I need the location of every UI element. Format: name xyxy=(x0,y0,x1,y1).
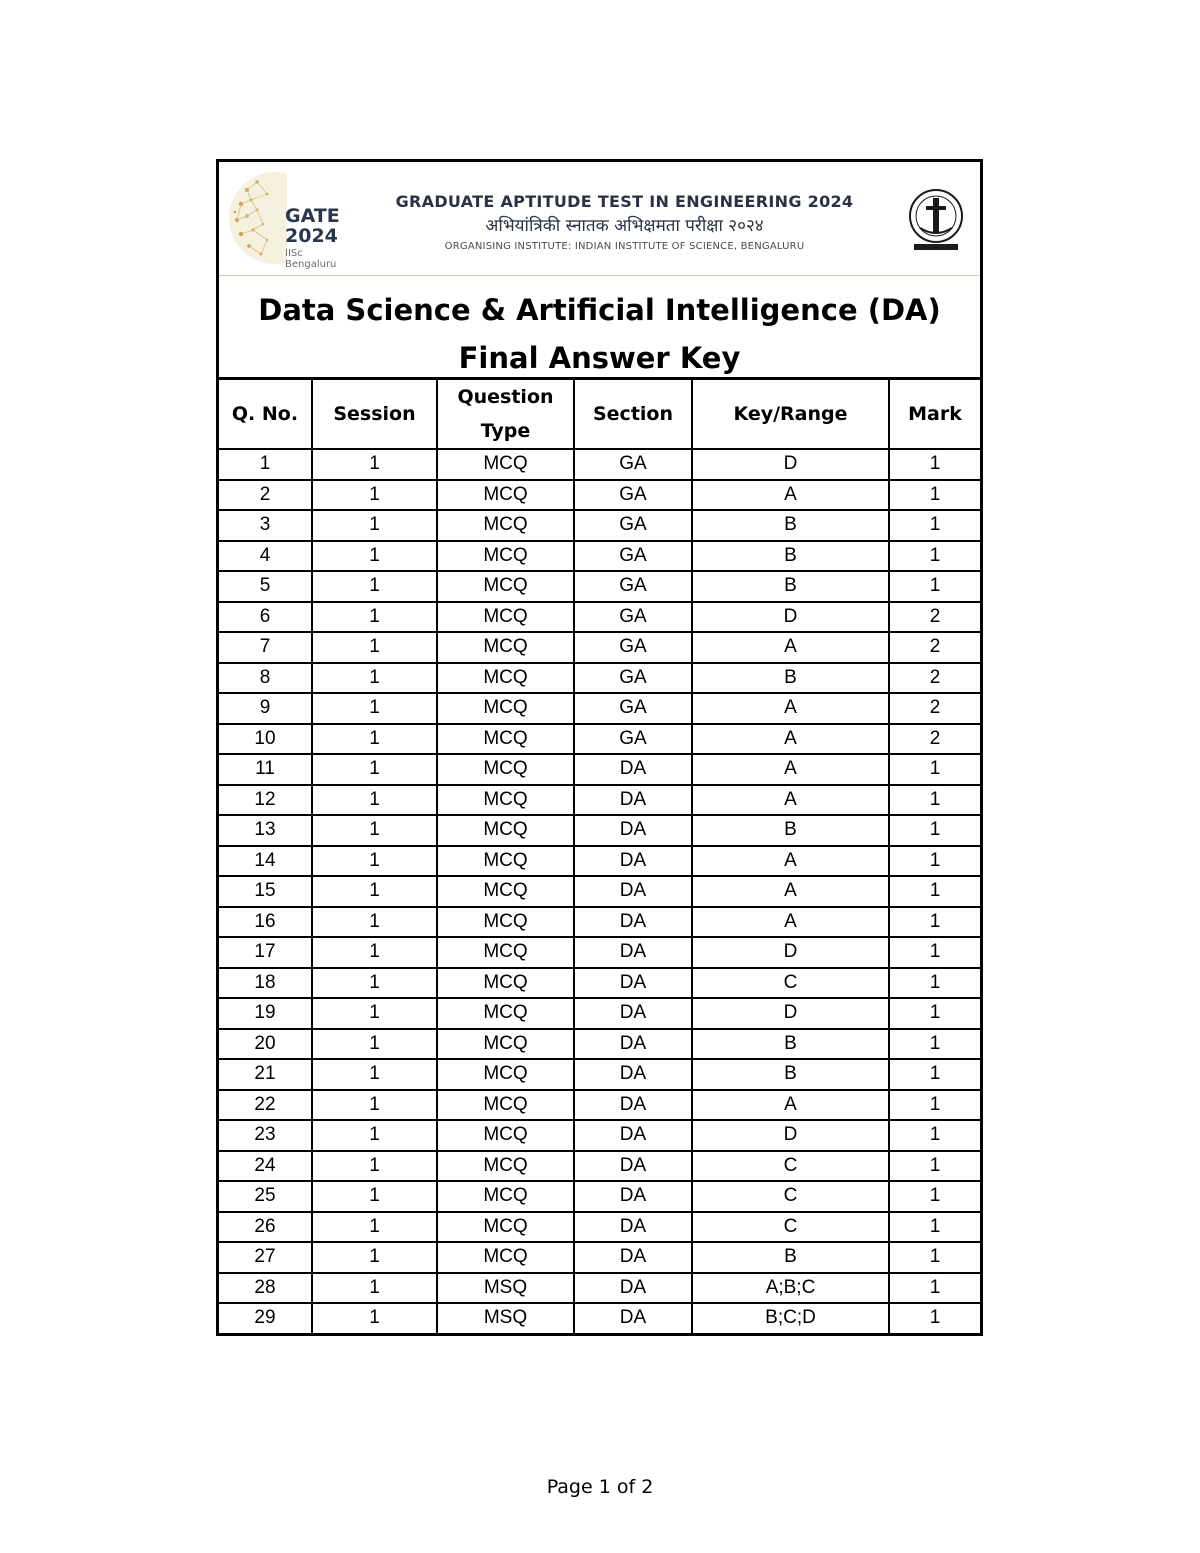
cell-qno: 19 xyxy=(219,998,312,1029)
cell-session: 1 xyxy=(312,876,437,907)
cell-section: GA xyxy=(574,602,692,633)
cell-section: DA xyxy=(574,1242,692,1273)
cell-section: GA xyxy=(574,571,692,602)
cell-key-range: D xyxy=(692,602,889,633)
cell-mark: 1 xyxy=(889,1090,980,1121)
cell-question-type: MCQ xyxy=(437,663,574,694)
table-row xyxy=(219,724,980,755)
cell-session: 1 xyxy=(312,602,437,633)
cell-question-type: MCQ xyxy=(437,480,574,511)
cell-section: DA xyxy=(574,846,692,877)
table-row xyxy=(219,907,980,938)
gate-logo xyxy=(227,170,357,270)
cell-key-range: D xyxy=(692,1120,889,1151)
cell-question-type: MCQ xyxy=(437,815,574,846)
header-mark: Mark xyxy=(889,380,980,449)
cell-session: 1 xyxy=(312,632,437,663)
cell-mark: 2 xyxy=(889,724,980,755)
cell-question-type: MCQ xyxy=(437,1181,574,1212)
cell-mark: 1 xyxy=(889,1242,980,1273)
table-row xyxy=(219,846,980,877)
cell-session: 1 xyxy=(312,937,437,968)
cell-qno: 7 xyxy=(219,632,312,663)
table-row xyxy=(219,1273,980,1304)
cell-key-range: A xyxy=(692,693,889,724)
answer-rows xyxy=(219,449,980,1333)
table-row xyxy=(219,1120,980,1151)
cell-question-type: MCQ xyxy=(437,541,574,572)
cell-qno: 4 xyxy=(219,541,312,572)
cell-mark: 1 xyxy=(889,907,980,938)
header-session: Session xyxy=(312,380,437,449)
cell-qno: 26 xyxy=(219,1212,312,1243)
table-row xyxy=(219,1059,980,1090)
cell-key-range: A xyxy=(692,754,889,785)
cell-qno: 21 xyxy=(219,1059,312,1090)
iisc-emblem xyxy=(900,182,972,254)
organising-institute: ORGANISING INSTITUTE: INDIAN INSTITUTE OF SCIENCE, BENGALURU xyxy=(444,241,805,252)
cell-question-type: MCQ xyxy=(437,907,574,938)
cell-session: 1 xyxy=(312,1212,437,1243)
cell-qno: 1 xyxy=(219,449,312,480)
cell-mark: 2 xyxy=(889,632,980,663)
cell-question-type: MCQ xyxy=(437,1242,574,1273)
cell-key-range: A xyxy=(692,907,889,938)
cell-question-type: MCQ xyxy=(437,846,574,877)
cell-key-range: D xyxy=(692,449,889,480)
subject-title: Data Science & Artificial Intelligence (DA) xyxy=(258,293,941,327)
cell-mark: 1 xyxy=(889,1181,980,1212)
cell-question-type: MCQ xyxy=(437,724,574,755)
cell-qno: 3 xyxy=(219,510,312,541)
cell-question-type: MCQ xyxy=(437,1090,574,1121)
cell-session: 1 xyxy=(312,1151,437,1182)
cell-session: 1 xyxy=(312,1090,437,1121)
iisc-emblem-icon xyxy=(900,182,972,254)
cell-session: 1 xyxy=(312,510,437,541)
cell-session: 1 xyxy=(312,968,437,999)
cell-question-type: MCQ xyxy=(437,1212,574,1243)
cell-question-type: MCQ xyxy=(437,693,574,724)
cell-question-type: MCQ xyxy=(437,1029,574,1060)
cell-qno: 29 xyxy=(219,1303,312,1333)
cell-section: DA xyxy=(574,1273,692,1304)
cell-key-range: B xyxy=(692,1029,889,1060)
cell-key-range: A xyxy=(692,724,889,755)
cell-question-type: MCQ xyxy=(437,602,574,633)
cell-mark: 1 xyxy=(889,541,980,572)
cell-session: 1 xyxy=(312,785,437,816)
cell-mark: 1 xyxy=(889,1059,980,1090)
cell-session: 1 xyxy=(312,1181,437,1212)
cell-session: 1 xyxy=(312,449,437,480)
cell-section: DA xyxy=(574,998,692,1029)
cell-qno: 13 xyxy=(219,815,312,846)
cell-key-range: A xyxy=(692,1090,889,1121)
cell-qno: 25 xyxy=(219,1181,312,1212)
cell-key-range: C xyxy=(692,1151,889,1182)
table-row xyxy=(219,1090,980,1121)
cell-key-range: B xyxy=(692,510,889,541)
cell-question-type: MSQ xyxy=(437,1273,574,1304)
cell-session: 1 xyxy=(312,663,437,694)
answer-key-table xyxy=(219,380,980,1333)
cell-session: 1 xyxy=(312,846,437,877)
cell-key-range: B xyxy=(692,815,889,846)
table-header-row xyxy=(219,380,980,449)
table-row xyxy=(219,602,980,633)
cell-section: DA xyxy=(574,785,692,816)
cell-key-range: C xyxy=(692,1181,889,1212)
cell-mark: 1 xyxy=(889,754,980,785)
cell-mark: 1 xyxy=(889,510,980,541)
cell-question-type: MCQ xyxy=(437,1151,574,1182)
header-question-type: Question Type xyxy=(437,380,574,449)
cell-question-type: MCQ xyxy=(437,571,574,602)
cell-qno: 10 xyxy=(219,724,312,755)
cell-key-range: D xyxy=(692,937,889,968)
cell-key-range: B xyxy=(692,1059,889,1090)
cell-question-type: MCQ xyxy=(437,632,574,663)
banner-heading xyxy=(369,192,880,252)
table-row xyxy=(219,1303,980,1333)
cell-mark: 1 xyxy=(889,449,980,480)
cell-session: 1 xyxy=(312,998,437,1029)
cell-qno: 20 xyxy=(219,1029,312,1060)
cell-question-type: MCQ xyxy=(437,449,574,480)
cell-key-range: A;B;C xyxy=(692,1273,889,1304)
cell-key-range: B;C;D xyxy=(692,1303,889,1333)
table-row xyxy=(219,1151,980,1182)
cell-section: GA xyxy=(574,510,692,541)
cell-session: 1 xyxy=(312,693,437,724)
table-row xyxy=(219,876,980,907)
cell-key-range: C xyxy=(692,1212,889,1243)
cell-question-type: MCQ xyxy=(437,754,574,785)
cell-section: GA xyxy=(574,449,692,480)
cell-qno: 27 xyxy=(219,1242,312,1273)
cell-key-range: A xyxy=(692,480,889,511)
table-row xyxy=(219,1181,980,1212)
cell-key-range: B xyxy=(692,571,889,602)
cell-section: DA xyxy=(574,1181,692,1212)
cell-section: DA xyxy=(574,1029,692,1060)
gate-globe-icon xyxy=(227,170,287,266)
cell-qno: 24 xyxy=(219,1151,312,1182)
cell-key-range: B xyxy=(692,663,889,694)
table-row xyxy=(219,1212,980,1243)
table-row xyxy=(219,480,980,511)
header-key-range: Key/Range xyxy=(692,380,889,449)
table-row xyxy=(219,968,980,999)
cell-qno: 11 xyxy=(219,754,312,785)
cell-mark: 1 xyxy=(889,480,980,511)
cell-section: GA xyxy=(574,632,692,663)
cell-session: 1 xyxy=(312,1059,437,1090)
cell-key-range: D xyxy=(692,998,889,1029)
cell-session: 1 xyxy=(312,907,437,938)
cell-question-type: MCQ xyxy=(437,1059,574,1090)
cell-section: GA xyxy=(574,541,692,572)
gate-logo-text: GATE 2024 xyxy=(285,205,340,247)
cell-qno: 2 xyxy=(219,480,312,511)
cell-session: 1 xyxy=(312,1242,437,1273)
cell-session: 1 xyxy=(312,480,437,511)
table-row xyxy=(219,937,980,968)
cell-section: DA xyxy=(574,1120,692,1151)
cell-section: GA xyxy=(574,724,692,755)
exam-title-hindi: अभियांत्रिकी स्नातक अभिक्षमता परीक्षा २०२४ xyxy=(485,216,764,236)
cell-qno: 8 xyxy=(219,663,312,694)
cell-mark: 1 xyxy=(889,1212,980,1243)
cell-session: 1 xyxy=(312,571,437,602)
cell-qno: 5 xyxy=(219,571,312,602)
cell-section: GA xyxy=(574,693,692,724)
cell-mark: 1 xyxy=(889,815,980,846)
cell-mark: 1 xyxy=(889,1273,980,1304)
cell-section: DA xyxy=(574,876,692,907)
table-row xyxy=(219,815,980,846)
cell-section: DA xyxy=(574,1059,692,1090)
answer-key-title: Final Answer Key xyxy=(458,341,741,375)
cell-key-range: A xyxy=(692,632,889,663)
cell-qno: 18 xyxy=(219,968,312,999)
table-row xyxy=(219,632,980,663)
cell-mark: 1 xyxy=(889,1151,980,1182)
cell-mark: 2 xyxy=(889,693,980,724)
cell-mark: 1 xyxy=(889,571,980,602)
document-title xyxy=(219,276,980,380)
cell-session: 1 xyxy=(312,1273,437,1304)
cell-qno: 16 xyxy=(219,907,312,938)
cell-key-range: B xyxy=(692,1242,889,1273)
cell-mark: 1 xyxy=(889,1029,980,1060)
cell-session: 1 xyxy=(312,724,437,755)
cell-mark: 1 xyxy=(889,846,980,877)
cell-mark: 2 xyxy=(889,663,980,694)
cell-question-type: MCQ xyxy=(437,876,574,907)
cell-qno: 14 xyxy=(219,846,312,877)
cell-session: 1 xyxy=(312,1029,437,1060)
cell-qno: 17 xyxy=(219,937,312,968)
cell-mark: 1 xyxy=(889,785,980,816)
cell-mark: 1 xyxy=(889,876,980,907)
table-row xyxy=(219,510,980,541)
cell-question-type: MCQ xyxy=(437,968,574,999)
cell-session: 1 xyxy=(312,1120,437,1151)
cell-session: 1 xyxy=(312,541,437,572)
cell-section: DA xyxy=(574,1151,692,1182)
cell-key-range: C xyxy=(692,968,889,999)
cell-question-type: MCQ xyxy=(437,1120,574,1151)
cell-qno: 6 xyxy=(219,602,312,633)
table-row xyxy=(219,785,980,816)
table-row xyxy=(219,1029,980,1060)
cell-qno: 22 xyxy=(219,1090,312,1121)
cell-qno: 23 xyxy=(219,1120,312,1151)
cell-session: 1 xyxy=(312,815,437,846)
gate-logo-subtitle: IISc Bengaluru xyxy=(285,248,337,270)
page-number: Page 1 of 2 xyxy=(546,1476,654,1498)
answer-key-frame xyxy=(216,159,983,1336)
table-row xyxy=(219,693,980,724)
exam-title: GRADUATE APTITUDE TEST IN ENGINEERING 2024 xyxy=(395,192,854,211)
table-row xyxy=(219,754,980,785)
cell-section: DA xyxy=(574,1303,692,1333)
cell-mark: 1 xyxy=(889,968,980,999)
cell-section: DA xyxy=(574,1212,692,1243)
cell-section: GA xyxy=(574,663,692,694)
cell-section: DA xyxy=(574,815,692,846)
cell-mark: 1 xyxy=(889,937,980,968)
cell-question-type: MCQ xyxy=(437,998,574,1029)
cell-key-range: A xyxy=(692,846,889,877)
header-qno: Q. No. xyxy=(219,380,312,449)
cell-question-type: MCQ xyxy=(437,937,574,968)
cell-session: 1 xyxy=(312,754,437,785)
cell-key-range: B xyxy=(692,541,889,572)
cell-section: DA xyxy=(574,907,692,938)
table-row xyxy=(219,998,980,1029)
cell-question-type: MSQ xyxy=(437,1303,574,1333)
cell-section: DA xyxy=(574,968,692,999)
table-row xyxy=(219,449,980,480)
cell-mark: 1 xyxy=(889,998,980,1029)
cell-mark: 2 xyxy=(889,602,980,633)
cell-section: DA xyxy=(574,937,692,968)
cell-question-type: MCQ xyxy=(437,510,574,541)
table-row xyxy=(219,663,980,694)
cell-section: DA xyxy=(574,1090,692,1121)
cell-section: DA xyxy=(574,754,692,785)
cell-key-range: A xyxy=(692,785,889,816)
cell-key-range: A xyxy=(692,876,889,907)
gate-banner xyxy=(219,162,980,276)
cell-qno: 28 xyxy=(219,1273,312,1304)
cell-qno: 15 xyxy=(219,876,312,907)
cell-question-type: MCQ xyxy=(437,785,574,816)
cell-section: GA xyxy=(574,480,692,511)
header-section: Section xyxy=(574,380,692,449)
cell-mark: 1 xyxy=(889,1120,980,1151)
cell-qno: 12 xyxy=(219,785,312,816)
table-row xyxy=(219,1242,980,1273)
table-row xyxy=(219,541,980,572)
cell-session: 1 xyxy=(312,1303,437,1333)
cell-qno: 9 xyxy=(219,693,312,724)
table-row xyxy=(219,571,980,602)
cell-mark: 1 xyxy=(889,1303,980,1333)
